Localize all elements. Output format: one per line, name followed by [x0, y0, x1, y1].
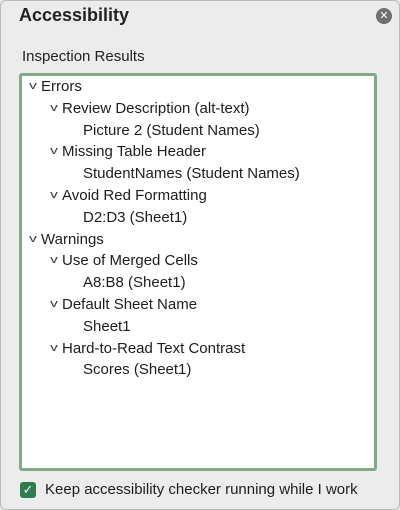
tree-location-item[interactable]: [22, 163, 374, 185]
inspection-results-label: Inspection Results: [22, 48, 145, 65]
category-label: Errors: [41, 78, 82, 95]
keep-running-option[interactable]: [20, 481, 358, 498]
location-label: D2:D3 (Sheet1): [83, 208, 188, 226]
tree-issue-item[interactable]: [22, 250, 374, 272]
chevron-down-icon[interactable]: v: [50, 101, 58, 114]
chevron-down-icon[interactable]: v: [50, 145, 58, 158]
tree-issue-item[interactable]: [22, 185, 374, 207]
issue-label: Default Sheet Name: [62, 295, 198, 313]
tree-issue-item[interactable]: [22, 338, 374, 360]
tree-category-errors[interactable]: [22, 76, 374, 98]
close-icon[interactable]: ✕: [376, 8, 392, 24]
results-tree-list: [22, 76, 374, 381]
chevron-down-icon[interactable]: v: [50, 297, 58, 310]
chevron-down-icon[interactable]: v: [50, 341, 58, 354]
issue-label: Avoid Red Formatting: [62, 186, 207, 204]
issue-label: Use of Merged Cells: [62, 252, 198, 270]
chevron-down-icon[interactable]: v: [50, 188, 58, 201]
tree-issue-item[interactable]: [22, 98, 374, 120]
tree-location-item[interactable]: [22, 207, 374, 229]
tree-location-item[interactable]: [22, 359, 374, 381]
category-label: Warnings: [41, 230, 104, 248]
tree-issue-item[interactable]: [22, 141, 374, 163]
location-label: Scores (Sheet1): [83, 361, 192, 379]
panel-title: Accessibility: [19, 5, 130, 25]
tree-category-warnings[interactable]: [22, 229, 374, 251]
issue-label: Hard-to-Read Text Contrast: [62, 339, 246, 357]
chevron-down-icon[interactable]: v: [29, 232, 37, 245]
keep-running-label: Keep accessibility checker running while I work: [45, 481, 358, 498]
tree-location-item[interactable]: [22, 120, 374, 142]
tree-location-item[interactable]: [22, 316, 374, 338]
chevron-down-icon[interactable]: v: [50, 254, 58, 267]
tree-location-item[interactable]: [22, 272, 374, 294]
location-label: A8:B8 (Sheet1): [83, 274, 186, 292]
location-label: StudentNames (Student Names): [83, 165, 300, 183]
inspection-results-tree[interactable]: [19, 73, 377, 471]
location-label: Sheet1: [83, 317, 131, 335]
issue-label: Review Description (alt-text): [62, 99, 250, 117]
issue-label: Missing Table Header: [62, 143, 206, 161]
location-label: Picture 2 (Student Names): [83, 121, 260, 139]
chevron-down-icon[interactable]: v: [29, 80, 37, 92]
keep-running-checkbox[interactable]: ✓: [20, 482, 36, 498]
tree-issue-item[interactable]: [22, 294, 374, 316]
